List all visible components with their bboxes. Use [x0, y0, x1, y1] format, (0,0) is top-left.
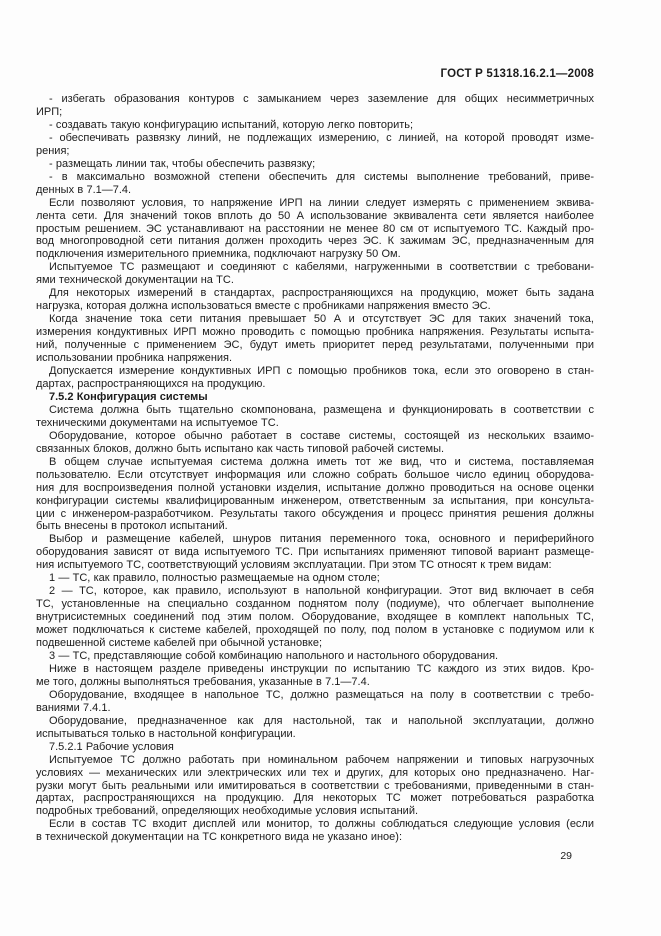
paragraph	[36, 456, 594, 534]
text-line: Выбор и размещение кабелей, шнуров питания переменного тока, основного и периферийного	[49, 533, 594, 546]
text-line: - избегать образования контуров с замыканием через заземление для общих несимметричных	[49, 93, 594, 105]
text-line: оборудования зависят от вида испытуемого ТС. При испытаниях применяют типовой вариант размеще-	[36, 546, 594, 559]
list-item	[36, 572, 594, 585]
text-line: денных в 7.1—7.4.	[36, 183, 132, 196]
list-item	[36, 585, 594, 650]
text-line: - создавать такую конфигурацию испытаний, которую легко повторить;	[49, 118, 414, 131]
paragraph	[36, 818, 594, 844]
page-number: 29	[560, 850, 572, 862]
text-line: В общем случае испытуемая система должна иметь тот же вид, что и система, поставляемая	[49, 455, 594, 468]
text-line: подвешенной системе кабелей при обычной установке;	[36, 637, 323, 650]
paragraph	[36, 689, 594, 715]
text-line: ями технической документации на ТС.	[36, 274, 234, 287]
text-line: пользователю. Если отсутствует информация или сложно собрать большое число единиц оборудова-	[36, 468, 594, 481]
text-line: ИРП;	[36, 105, 63, 118]
text-line: Если в состав ТС входит дисплей или монитор, то должны соблюдаться следующие условия (если	[49, 818, 594, 831]
list-item	[36, 171, 594, 197]
text-line: Испытуемое ТС должно работать при номинальном рабочем напряжении и типовых нагрузочных	[49, 753, 594, 766]
section-heading	[36, 391, 594, 404]
text-line: связанных блоков, должно быть испытано как часть типовой рабочей системы.	[36, 442, 445, 455]
text-line: рения;	[36, 144, 70, 157]
text-line: простым решением. ЭС устанавливают на расстоянии не менее 80 см от испытуемого ТС. Каждый про-	[36, 222, 594, 235]
list-item	[36, 119, 594, 132]
text-line: 1 — ТС, как правило, полностью размещаемые на одном столе;	[49, 572, 380, 585]
text-line: конфигурации системы квалифицированным инженером, ответственным за испытания, при консульта-	[36, 494, 594, 507]
text-line: ния для воспроизведения полной установки изделия, испытание должно проводиться на основе оценки	[36, 481, 594, 494]
paragraph	[36, 754, 594, 819]
paragraph	[36, 715, 594, 741]
paragraph	[36, 197, 594, 262]
page-header	[36, 68, 594, 81]
text-line: техническими документами на испытуемое ТС.	[36, 416, 279, 429]
text-line: испытываться только в настольной конфигурации.	[36, 727, 296, 740]
text-line: Допускается измерение кондуктивных ИРП с помощью пробников тока, если это оговорено в стан-	[49, 365, 594, 378]
text-line: Ниже в настоящем разделе приведены инструкции по испытанию ТС каждого из этих видов. Кро-	[49, 662, 594, 675]
text-line: дартах, распространяющихся на продукцию. Для некоторых ТС может потребоваться разработка	[36, 792, 594, 805]
text-line: условиях — механических или электрических или тех и других, для которых оно предназначено. Наг-	[36, 766, 594, 779]
paragraph	[36, 533, 594, 572]
text-line: ния испытуемого ТС, соответствующий условиям эксплуатации. При этом ТС относят к трем видам:	[36, 559, 552, 572]
text-line: ции с инженером-разработчиком. Результаты такого обсуждения и процесс принятия решения должны	[36, 507, 594, 520]
text-line: - в максимально возможной степени обеспечить для системы выполнение требований, приве-	[49, 170, 594, 183]
paragraph	[36, 663, 594, 689]
text-line: использовании пробника напряжения.	[36, 352, 233, 365]
list-item	[36, 158, 594, 171]
text-line: Испытуемое ТС размещают и соединяют с кабелями, нагруженными в соответствии с требовани-	[49, 261, 594, 274]
text-line: может подключаться к системе кабелей, проходящей по полу, под полом в установке с подиумом или к	[36, 624, 594, 637]
text-line: - обеспечивать развязку линий, не подлежащих измерению, с линией, на которой проводят изме-	[49, 131, 594, 144]
text-line: подробных требований, определяющих необходимые условия испытаний.	[36, 805, 419, 818]
text-line: ТС, установленные на специально созданном поднятом полу (подиуме), что облегчает выполнение	[36, 598, 594, 611]
text-line: 3 — ТС, представляющие собой комбинацию напольного и настольного оборудования.	[49, 649, 499, 662]
paragraph	[36, 261, 594, 287]
text-line: 7.5.2.1 Рабочие условия	[49, 740, 174, 753]
list-item	[36, 93, 594, 119]
text-line: внутрисистемных соединений под этим полом. Оборудование, входящее в комплект напольных ТС,	[36, 611, 594, 624]
document-body	[36, 93, 594, 844]
text-line: 7.5.2 Конфигурация системы	[49, 390, 208, 403]
text-line: быть внесены в протокол испытаний.	[36, 520, 228, 533]
text-line: Если позволяют условия, то напряжение ИРП на линии следует измерять с применением эквива-	[49, 196, 594, 209]
paragraph	[36, 404, 594, 430]
text-line: - размещать линии так, чтобы обеспечить развязку;	[49, 157, 316, 170]
text-line: Оборудование, предназначенное как для настольной, так и напольной эксплуатации, должно	[49, 714, 594, 727]
text-line: лента сети. Для значений токов вплоть до 50 А использование эквивалента сети является наиболее	[36, 209, 594, 222]
text-line: Для некоторых измерений в стандартах, распространяющихся на продукцию, может быть задана	[49, 287, 594, 300]
standard-number: ГОСТ Р 51318.16.2.1—2008	[440, 68, 594, 80]
paragraph	[36, 365, 594, 391]
list-item	[36, 650, 594, 663]
text-line: Система должна быть тщательно скомпонована, размещена и функционировать в соответствии с	[49, 403, 594, 416]
text-line: рузки могут быть реальными или имитироваться в соответствии с требованиями, приведенными в стан-	[36, 779, 594, 792]
text-line: в технической документации на ТС конкретного вида не указано иное):	[36, 831, 403, 844]
paragraph	[36, 430, 594, 456]
text-line: Когда значение тока сети питания превышает 50 А и отсутствует ЭС для таких значений тока,	[49, 313, 594, 326]
paragraph	[36, 287, 594, 313]
list-item	[36, 132, 594, 158]
text-line: 2 — ТС, которое, как правило, используют в напольной конфигурации. Этот вид включает в себя	[49, 585, 594, 598]
paragraph	[36, 313, 594, 365]
text-line: Оборудование, входящее в напольное ТС, должно размещаться на полу в соответствии с требо-	[49, 688, 594, 701]
text-line: Оборудование, которое обычно работает в составе системы, состоящей из нескольких взаимо-	[49, 429, 594, 442]
text-line: вод многопроводной сети питания должен проходить через ЭС. К зажимам ЭС, предназначенным для	[36, 235, 594, 248]
text-line: измерения кондуктивных ИРП можно проводить с помощью пробника напряжения. Результаты испыта-	[36, 326, 594, 339]
subsection-heading	[36, 741, 594, 754]
text-line: нагрузка, которая должна использоваться вместе с пробниками напряжения вместо ЭС.	[36, 300, 491, 313]
text-line: подключения измерительного приемника, подключают нагрузку 50 Ом.	[36, 248, 401, 261]
text-line: ний, полученные с применением ЭС, будут иметь приоритет перед результатами, полученными при	[36, 339, 594, 352]
text-line: ме того, должны выполняться требования, указанные в 7.1—7.4.	[36, 675, 370, 688]
text-line: дартах, распространяющихся на продукцию.	[36, 377, 266, 390]
text-line: ваниями 7.4.1.	[36, 701, 111, 714]
